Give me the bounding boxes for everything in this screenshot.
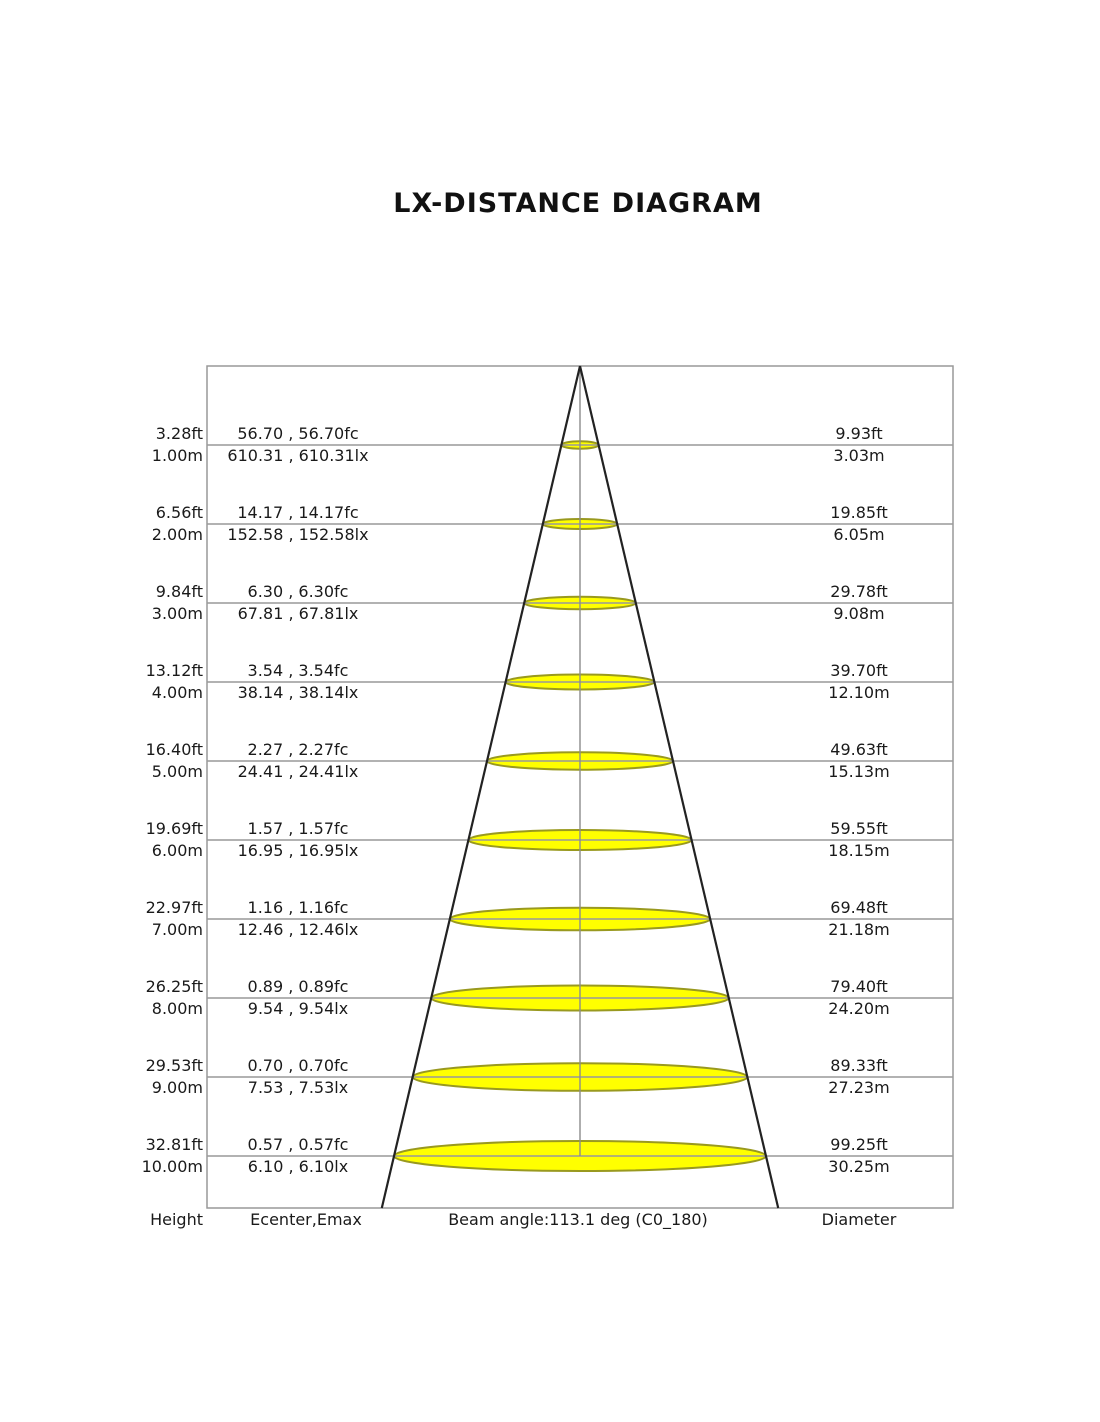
height-ft-row7: 22.97ft (145, 898, 203, 917)
diameter-ft-row8: 79.40ft (830, 977, 888, 996)
diameter-m-row4: 12.10m (828, 683, 890, 702)
ecenter-fc-row7: 1.16 , 1.16fc (247, 898, 349, 917)
diameter-ft-row10: 99.25ft (830, 1135, 888, 1154)
diameter-ft-row2: 19.85ft (830, 503, 888, 522)
diameter-ft-row9: 89.33ft (830, 1056, 888, 1075)
diameter-m-row2: 6.05m (833, 525, 885, 544)
diameter-m-row3: 9.08m (833, 604, 885, 623)
height-ft-row9: 29.53ft (145, 1056, 203, 1075)
diameter-m-row10: 30.25m (828, 1157, 890, 1176)
height-m-row9: 9.00m (151, 1078, 203, 1097)
ecenter-fc-row9: 0.70 , 0.70fc (247, 1056, 349, 1075)
ecenter-fc-row5: 2.27 , 2.27fc (247, 740, 349, 759)
height-ft-row8: 26.25ft (145, 977, 203, 996)
diameter-ft-row3: 29.78ft (830, 582, 888, 601)
ecenter-fc-row3: 6.30 , 6.30fc (247, 582, 349, 601)
height-m-row8: 8.00m (151, 999, 203, 1018)
diameter-m-row7: 21.18m (828, 920, 890, 939)
diameter-ft-row7: 69.48ft (830, 898, 888, 917)
ecenter-fc-row10: 0.57 , 0.57fc (247, 1135, 349, 1154)
height-m-row2: 2.00m (151, 525, 203, 544)
ecenter-lx-row7: 12.46 , 12.46lx (237, 920, 359, 939)
footer-ecenter-label: Ecenter,Emax (250, 1210, 362, 1229)
height-m-row3: 3.00m (151, 604, 203, 623)
height-m-row6: 6.00m (151, 841, 203, 860)
diameter-m-row8: 24.20m (828, 999, 890, 1018)
height-m-row7: 7.00m (151, 920, 203, 939)
diameter-ft-row4: 39.70ft (830, 661, 888, 680)
ecenter-lx-row6: 16.95 , 16.95lx (237, 841, 359, 860)
ecenter-fc-row4: 3.54 , 3.54fc (247, 661, 349, 680)
height-ft-row6: 19.69ft (145, 819, 203, 838)
ecenter-lx-row1: 610.31 , 610.31lx (227, 446, 369, 465)
height-ft-row5: 16.40ft (145, 740, 203, 759)
footer-diameter-label: Diameter (821, 1210, 897, 1229)
diameter-m-row6: 18.15m (828, 841, 890, 860)
height-ft-row4: 13.12ft (145, 661, 203, 680)
ecenter-lx-row10: 6.10 , 6.10lx (247, 1157, 349, 1176)
ecenter-fc-row2: 14.17 , 14.17fc (237, 503, 359, 522)
ecenter-fc-row1: 56.70 , 56.70fc (237, 424, 359, 443)
height-ft-row3: 9.84ft (155, 582, 203, 601)
height-m-row5: 5.00m (151, 762, 203, 781)
ecenter-lx-row8: 9.54 , 9.54lx (247, 999, 349, 1018)
diameter-ft-row6: 59.55ft (830, 819, 888, 838)
height-ft-row1: 3.28ft (155, 424, 203, 443)
height-m-row10: 10.00m (141, 1157, 203, 1176)
ecenter-fc-row8: 0.89 , 0.89fc (247, 977, 349, 996)
ecenter-fc-row6: 1.57 , 1.57fc (247, 819, 349, 838)
ecenter-lx-row2: 152.58 , 152.58lx (227, 525, 369, 544)
diameter-ft-row1: 9.93ft (835, 424, 883, 443)
ecenter-lx-row5: 24.41 , 24.41lx (237, 762, 359, 781)
footer-height-label: Height (150, 1210, 203, 1229)
diameter-m-row9: 27.23m (828, 1078, 890, 1097)
height-m-row4: 4.00m (151, 683, 203, 702)
height-m-row1: 1.00m (151, 446, 203, 465)
diameter-m-row5: 15.13m (828, 762, 890, 781)
page-title: LX-DISTANCE DIAGRAM (393, 188, 763, 219)
diameter-m-row1: 3.03m (833, 446, 885, 465)
ecenter-lx-row9: 7.53 , 7.53lx (247, 1078, 349, 1097)
ecenter-lx-row3: 67.81 , 67.81lx (237, 604, 359, 623)
footer-beam-angle-label: Beam angle:113.1 deg (C0_180) (448, 1210, 708, 1229)
ecenter-lx-row4: 38.14 , 38.14lx (237, 683, 359, 702)
height-ft-row10: 32.81ft (145, 1135, 203, 1154)
height-ft-row2: 6.56ft (155, 503, 203, 522)
diameter-ft-row5: 49.63ft (830, 740, 888, 759)
